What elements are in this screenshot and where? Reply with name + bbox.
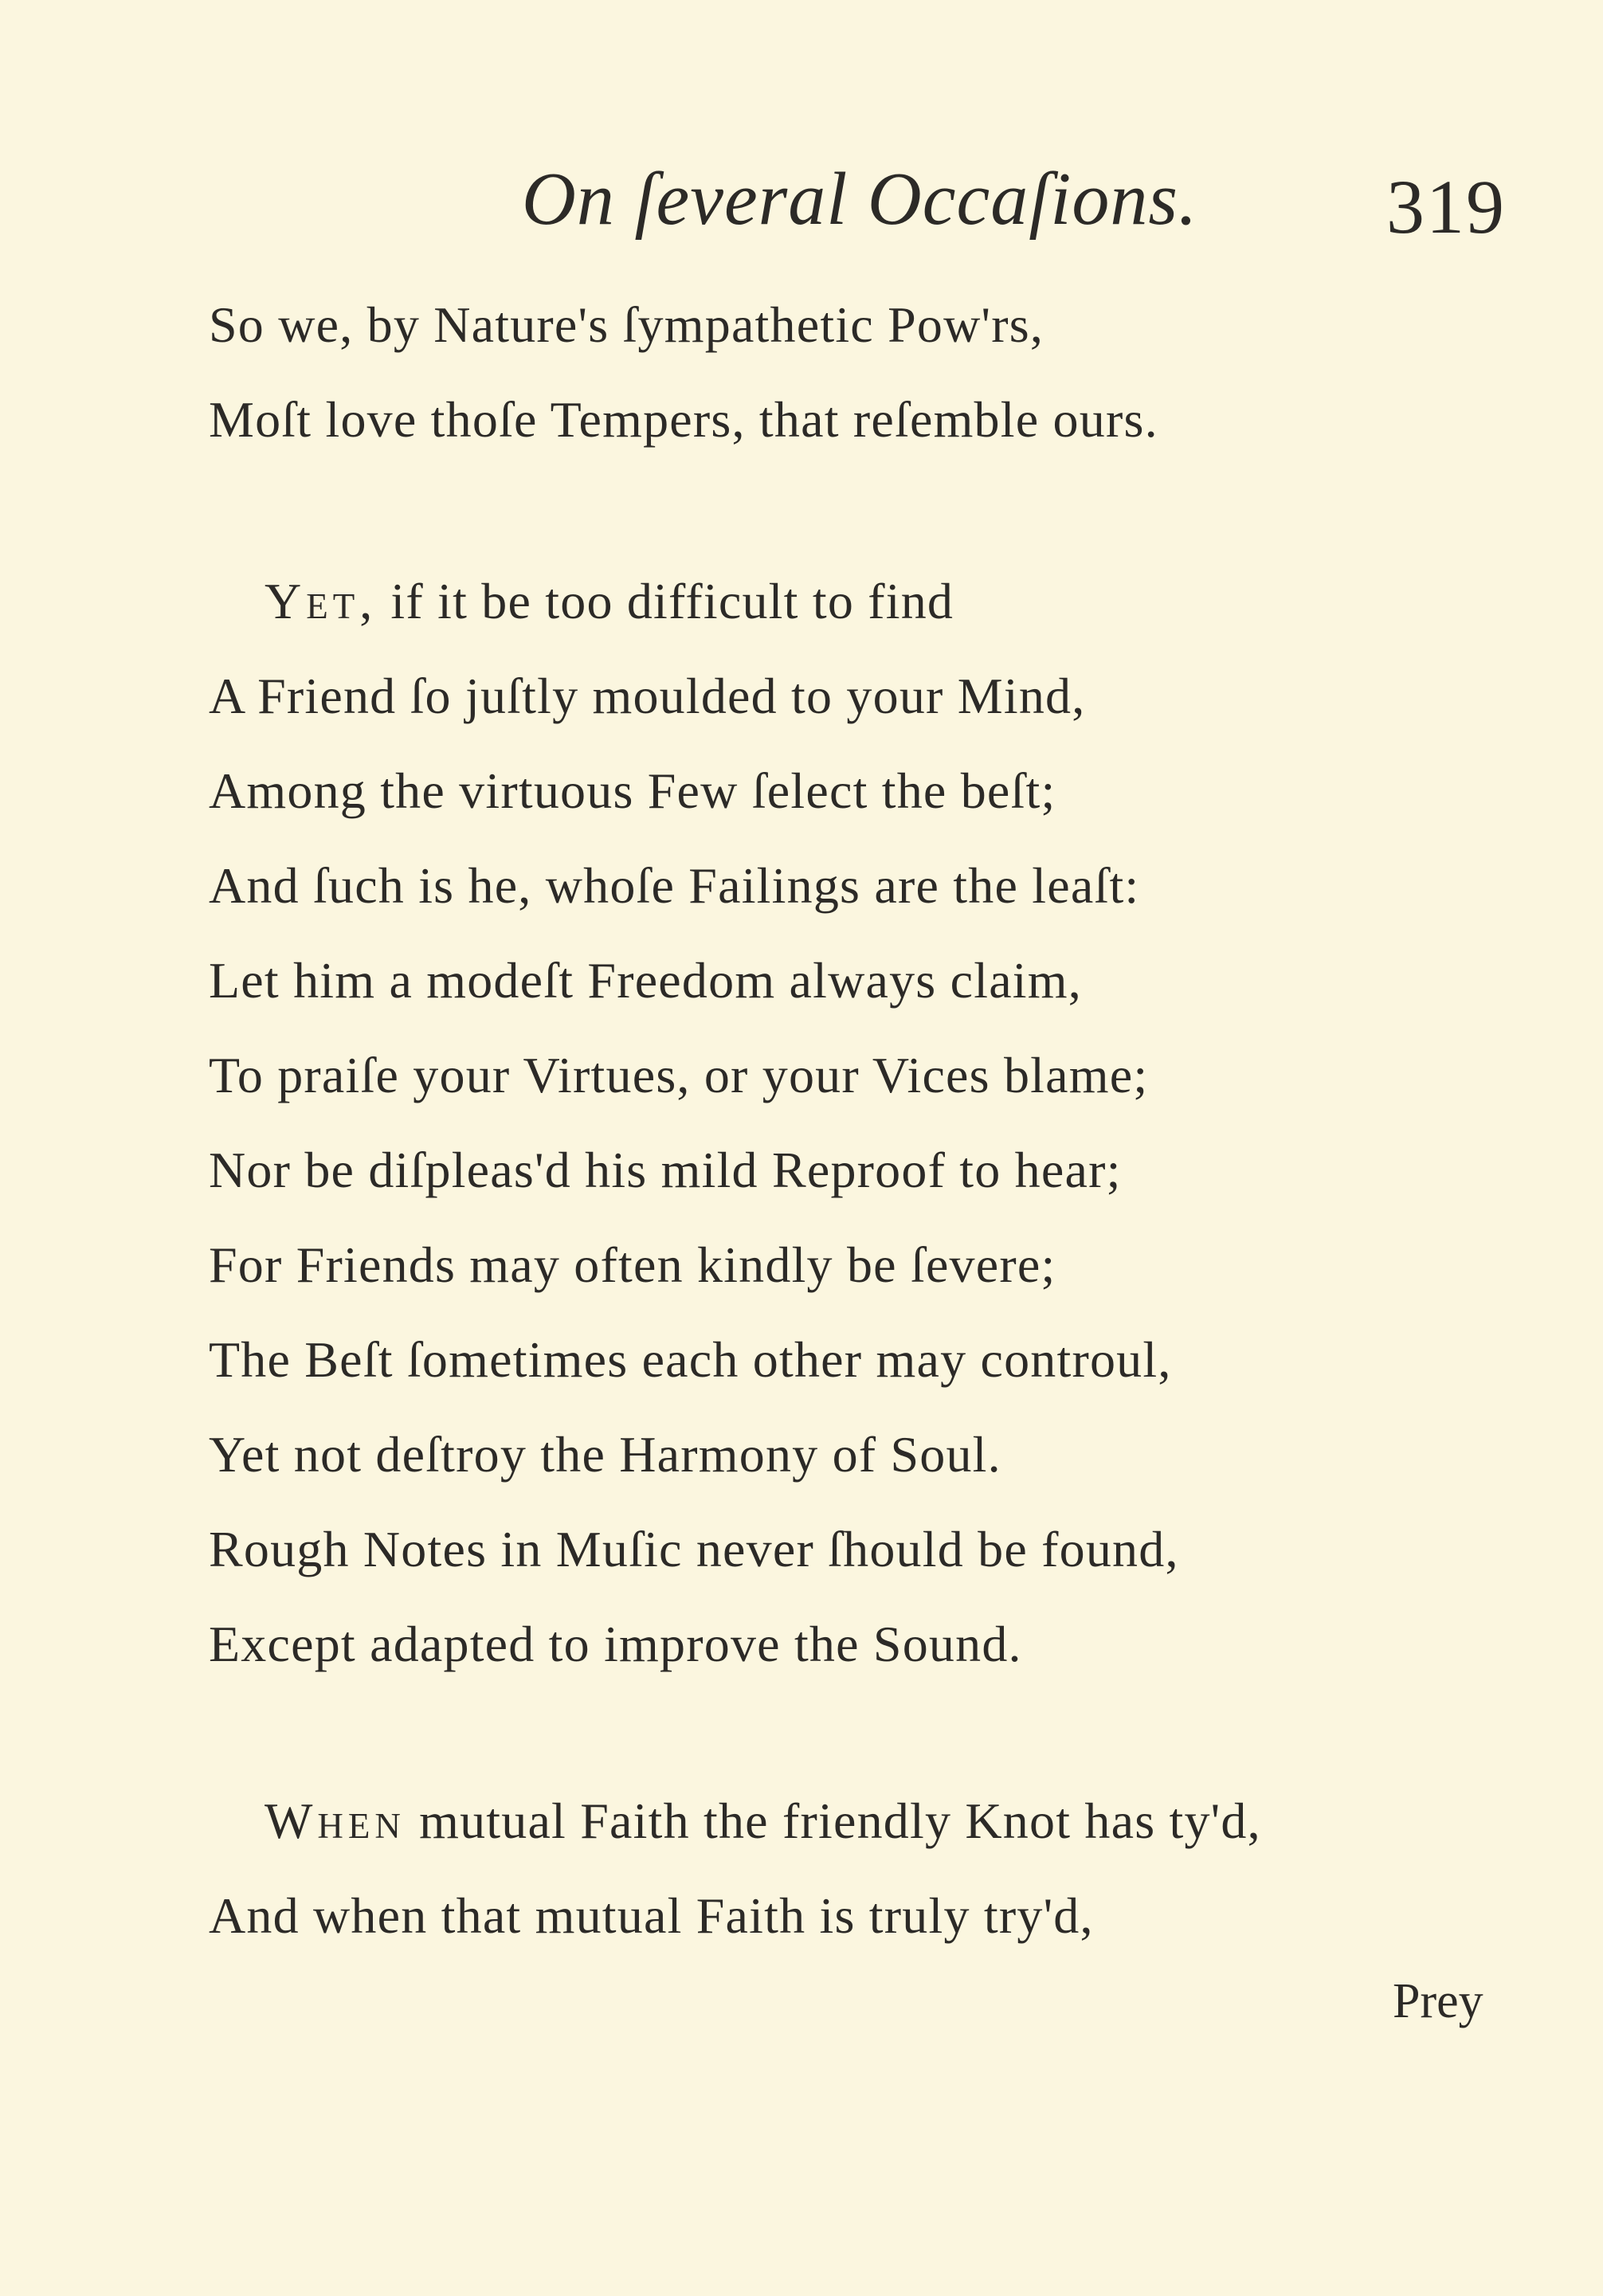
verse-line: So we, by Nature's ſympathetic Pow'rs,	[209, 296, 1044, 353]
verse-line: Yet not deſtroy the Harmony of Soul.	[209, 1426, 1001, 1483]
catchword: Prey	[1393, 1974, 1483, 2028]
stanza-lead-word: When	[265, 1793, 406, 1849]
verse-line-rest: mutual Faith the friendly Knot has ty'd,	[405, 1793, 1261, 1849]
verse-line: Nor be diſpleas'd his mild Reproof to hear;	[209, 1142, 1122, 1198]
stanza-opening-line	[265, 1789, 1261, 1853]
stanza-opening-line	[265, 570, 954, 633]
verse-line: And when that mutual Faith is truly try'd,	[209, 1887, 1094, 1944]
verse-line: For Friends may often kindly be ſevere;	[209, 1236, 1056, 1293]
verse-line: Except adapted to improve the Sound.	[209, 1616, 1022, 1672]
running-title: On ſeveral Occaſions.	[522, 158, 1198, 241]
verse-line: Rough Notes in Muſic never ſhould be found,	[209, 1521, 1179, 1577]
verse-line: And ſuch is he, whoſe Failings are the leaſt:	[209, 857, 1140, 914]
verse-line: Moſt love thoſe Tempers, that reſemble ours.	[209, 391, 1158, 448]
verse-line: To praiſe your Virtues, or your Vices blame;	[209, 1047, 1149, 1103]
running-head	[0, 155, 1603, 249]
page-number: 319	[1386, 164, 1506, 249]
verse-line: Let him a modeſt Freedom always claim,	[209, 952, 1082, 1009]
verse-line: Among the virtuous Few ſelect the beſt;	[209, 762, 1056, 819]
verse-line-rest: if it be too difficult to find	[377, 573, 954, 629]
stanza-lead-word: Yet,	[265, 573, 378, 629]
verse-line: The Beſt ſometimes each other may controul,	[209, 1331, 1172, 1388]
verse-line: A Friend ſo juſtly moulded to your Mind,	[209, 668, 1086, 724]
